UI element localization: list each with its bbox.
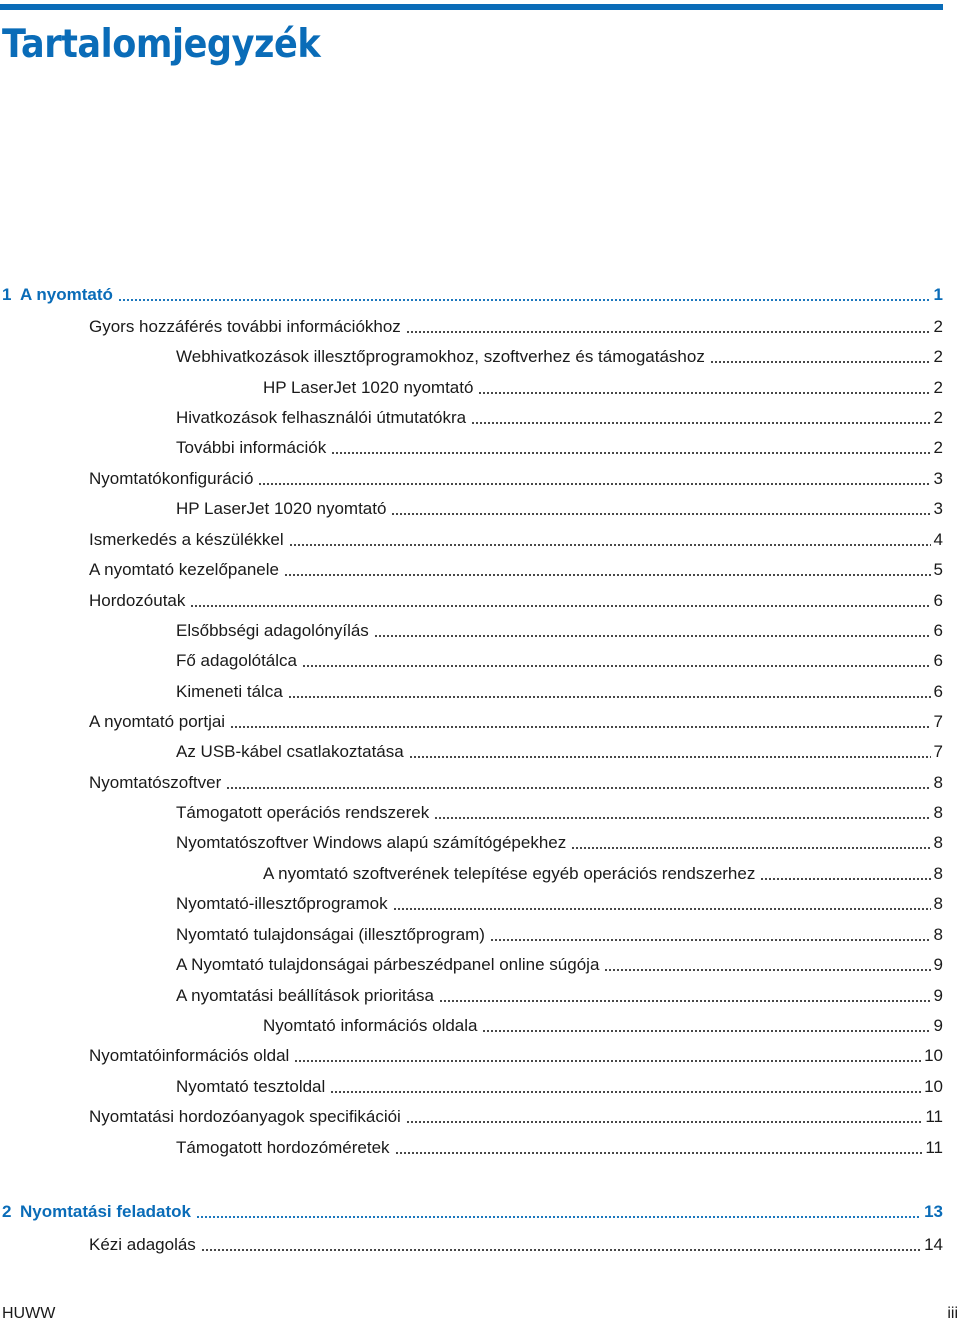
toc-entry-label: Nyomtató tesztoldal xyxy=(176,1077,326,1096)
dot-leader xyxy=(393,908,931,910)
toc-entry[interactable] xyxy=(89,590,943,612)
dot-leader xyxy=(478,392,930,394)
dot-leader xyxy=(391,513,930,515)
toc-page-number: 2 xyxy=(933,378,943,397)
toc-entry-label: HP LaserJet 1020 nyomtató xyxy=(263,378,474,397)
toc-entry[interactable] xyxy=(89,711,943,733)
dot-leader xyxy=(330,1091,921,1093)
toc-entry-label: Hivatkozások felhasználói útmutatókra xyxy=(176,408,467,427)
toc-page-number: 8 xyxy=(933,864,943,883)
dot-leader xyxy=(571,847,930,849)
toc-page-number: 11 xyxy=(925,1107,943,1126)
toc-entry-label: Nyomtatási hordozóanyagok specifikációi xyxy=(89,1107,401,1126)
toc-page-number: 8 xyxy=(933,833,943,852)
toc-page-number: 8 xyxy=(933,803,943,822)
footer-page-number: iii xyxy=(947,1305,958,1322)
toc-entry[interactable] xyxy=(89,772,943,794)
toc-entry[interactable] xyxy=(89,1045,943,1067)
dot-leader xyxy=(760,878,930,880)
dot-leader xyxy=(406,331,931,333)
toc-entry[interactable] xyxy=(176,650,943,672)
toc-entry-label: A nyomtató portjai xyxy=(89,712,226,731)
dot-leader xyxy=(118,299,931,301)
toc-page-number: 8 xyxy=(933,925,943,944)
toc-page-number: 7 xyxy=(933,712,943,731)
dot-leader xyxy=(284,574,931,576)
toc-entry-label: További információk xyxy=(176,438,327,457)
dot-leader xyxy=(395,1152,923,1154)
toc-page-number: 11 xyxy=(925,1138,943,1157)
dot-leader xyxy=(230,726,930,728)
toc-chapter-number: 2 xyxy=(2,1202,12,1221)
dot-leader xyxy=(374,635,931,637)
toc-entry-label: Támogatott operációs rendszerek xyxy=(176,803,430,822)
toc-entry[interactable] xyxy=(89,559,943,581)
toc-entry-label: Nyomtató tulajdonságai (illesztőprogram) xyxy=(176,925,485,944)
dot-leader xyxy=(196,1216,921,1218)
dot-leader xyxy=(604,969,930,971)
toc-page-number: 5 xyxy=(933,560,943,579)
toc-chapter-entry[interactable] xyxy=(2,284,943,306)
toc-entry-label: Nyomtatószoftver Windows alapú számítógépekhez xyxy=(176,833,567,852)
toc-entry-label: A nyomtatási beállítások prioritása xyxy=(176,986,434,1005)
toc-entry-label: Az USB-kábel csatlakoztatása xyxy=(176,742,404,761)
dot-leader xyxy=(289,544,931,546)
dot-leader xyxy=(439,1000,931,1002)
dot-leader xyxy=(471,422,930,424)
toc-entry[interactable] xyxy=(89,468,943,490)
toc-page-number: 9 xyxy=(933,986,943,1005)
toc-page-number: 10 xyxy=(924,1077,943,1096)
toc-entry[interactable] xyxy=(176,985,943,1007)
dot-leader xyxy=(190,605,930,607)
toc-entry-label: Kimeneti tálca xyxy=(176,682,283,701)
toc-entry-label: Elsőbbségi adagolónyílás xyxy=(176,621,369,640)
toc-entry[interactable] xyxy=(176,832,943,854)
toc-entry[interactable] xyxy=(176,1137,943,1159)
toc-page-number: 2 xyxy=(933,438,943,457)
toc-page-number: 4 xyxy=(933,530,943,549)
dot-leader xyxy=(226,787,930,789)
toc-entry-label: Nyomtatószoftver xyxy=(89,773,222,792)
toc-entry-label: Gyors hozzáférés további információkhoz xyxy=(89,317,401,336)
toc-entry-label: Hordozóutak xyxy=(89,591,186,610)
toc-page-number: 2 xyxy=(933,347,943,366)
dot-leader xyxy=(490,939,931,941)
toc-page-number: 7 xyxy=(933,742,943,761)
toc-entry[interactable] xyxy=(89,529,943,551)
toc-page-number: 9 xyxy=(933,955,943,974)
toc-entry[interactable] xyxy=(176,954,943,976)
dot-leader xyxy=(288,696,931,698)
toc-page-number: 8 xyxy=(933,773,943,792)
toc-page-number: 2 xyxy=(933,408,943,427)
toc-chapter-title: Nyomtatási feladatok xyxy=(20,1202,191,1221)
toc-entry[interactable] xyxy=(176,893,943,915)
toc-entry[interactable] xyxy=(176,346,943,368)
toc-page-number: 6 xyxy=(933,591,943,610)
toc-entry-label: A nyomtató szoftverének telepítése egyéb operációs rendszerhez xyxy=(263,864,756,883)
toc-page-number: 3 xyxy=(933,469,943,488)
toc-entry-label: Ismerkedés a készülékkel xyxy=(89,530,284,549)
toc-page-number: 6 xyxy=(933,682,943,701)
toc-entry-label xyxy=(2,284,113,306)
toc-entry-label: Fő adagolótálca xyxy=(176,651,297,670)
toc-chapter-entry[interactable] xyxy=(2,1201,943,1223)
toc-page-number: 6 xyxy=(933,651,943,670)
toc-entry[interactable] xyxy=(89,1106,943,1128)
toc-chapter-number: 1 xyxy=(2,285,12,304)
toc-entry-label: Nyomtató-illesztőprogramok xyxy=(176,894,388,913)
toc-page-number: 10 xyxy=(924,1046,943,1065)
toc-entry-label xyxy=(2,1201,191,1223)
dot-leader xyxy=(258,483,930,485)
page-title: Tartalomjegyzék xyxy=(2,22,321,67)
dot-leader xyxy=(294,1060,921,1062)
dot-leader xyxy=(201,1249,921,1251)
toc-entry-label: Webhivatkozások illesztőprogramokhoz, szoftverhez és támogatáshoz xyxy=(176,347,705,366)
toc-chapter-title: A nyomtató xyxy=(20,285,113,304)
toc-page-number: 1 xyxy=(933,285,943,304)
dot-leader xyxy=(434,817,930,819)
toc-entry-label: Támogatott hordozóméretek xyxy=(176,1138,390,1157)
footer-left: HUWW xyxy=(2,1305,56,1322)
toc-entry[interactable] xyxy=(176,498,943,520)
toc-entry[interactable] xyxy=(176,924,943,946)
toc-entry[interactable] xyxy=(176,802,943,824)
toc-entry-label: Kézi adagolás xyxy=(89,1235,196,1254)
dot-leader xyxy=(409,756,931,758)
toc-entry[interactable] xyxy=(89,1234,943,1256)
toc-entry[interactable] xyxy=(263,863,943,885)
toc-entry-label: A Nyomtató tulajdonságai párbeszédpanel online súgója xyxy=(176,955,600,974)
toc-entry-label: A nyomtató kezelőpanele xyxy=(89,560,279,579)
toc-page-number: 2 xyxy=(933,317,943,336)
toc-entry[interactable] xyxy=(176,1076,943,1098)
dot-leader xyxy=(482,1030,930,1032)
toc-page-number: 13 xyxy=(924,1202,943,1221)
toc-entry[interactable] xyxy=(176,437,943,459)
toc-page-number: 6 xyxy=(933,621,943,640)
dot-leader xyxy=(406,1121,923,1123)
toc-entry-label: Nyomtató információs oldala xyxy=(263,1016,478,1035)
dot-leader xyxy=(331,452,930,454)
toc-entry[interactable] xyxy=(89,316,943,338)
toc-entry[interactable] xyxy=(176,681,943,703)
toc-entry[interactable] xyxy=(263,377,943,399)
toc-entry-label: HP LaserJet 1020 nyomtató xyxy=(176,499,387,518)
toc-entry[interactable] xyxy=(176,741,943,763)
toc-page-number: 9 xyxy=(933,1016,943,1035)
dot-leader xyxy=(710,361,931,363)
toc-entry[interactable] xyxy=(176,620,943,642)
top-rule xyxy=(0,4,943,10)
toc-entry[interactable] xyxy=(176,407,943,429)
toc-entry-label: Nyomtatókonfiguráció xyxy=(89,469,254,488)
toc-page-number: 8 xyxy=(933,894,943,913)
toc-page-number: 14 xyxy=(924,1235,943,1254)
toc-entry[interactable] xyxy=(263,1015,943,1037)
dot-leader xyxy=(302,665,931,667)
toc-page-number: 3 xyxy=(933,499,943,518)
toc-entry-label: Nyomtatóinformációs oldal xyxy=(89,1046,290,1065)
